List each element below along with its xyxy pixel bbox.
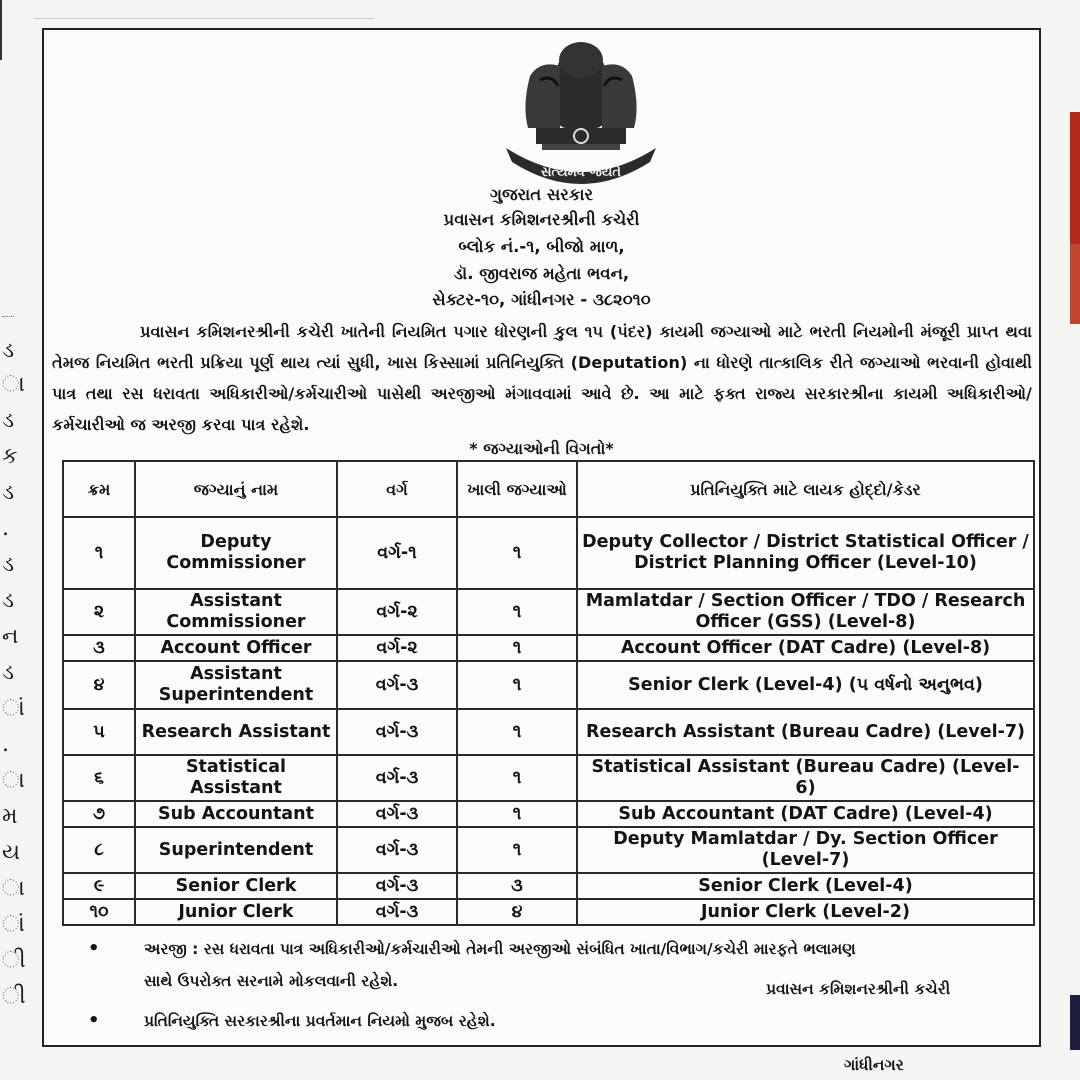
cell-class: વર્ગ-૧	[337, 517, 457, 589]
footer-note-rules: પ્રતિનિયુક્તિ સરકારશ્રીના પ્રવર્તમાન નિયમો મુજબ રહેશે.	[144, 1012, 496, 1030]
cell-eligible: Deputy Mamlatdar / Dy. Section Officer (Level-7)	[577, 827, 1034, 873]
cell-class: વર્ગ-૩	[337, 899, 457, 925]
left-margin-glyph: ા	[2, 876, 25, 901]
cell-serial: ૨	[63, 589, 135, 635]
cell-post: Statistical Assistant	[135, 755, 337, 801]
table-row	[63, 635, 1034, 661]
posts-table	[62, 460, 1035, 926]
cell-class: વર્ગ-૩	[337, 827, 457, 873]
bullet-icon: •	[88, 1010, 100, 1031]
cell-vacancies: ૧	[457, 589, 577, 635]
right-red-band	[1070, 112, 1080, 244]
left-edge-line	[0, 0, 2, 60]
footer-note-application-cont: સાથે ઉપરોક્ત સરનામે મોકલવાની રહેશે.	[144, 972, 399, 990]
cell-serial: ૮	[63, 827, 135, 873]
footer-note-application: અરજી : રસ ધરાવતા પાત્ર અધિકારીઓ/કર્મચારીઓ તેમની અરજીઓ સંબંધિત ખાતા/વિભાગ/કચેરી મારફતે ભલામણ	[144, 940, 856, 958]
signatory-office: પ્રવાસન કમિશનરશ્રીની કચેરી	[766, 980, 951, 998]
header-line-3: બ્લોક નં.-૧, બીજો માળ,	[458, 237, 625, 256]
cell-serial: ૬	[63, 755, 135, 801]
cell-serial: ૪	[63, 661, 135, 709]
cell-eligible: Senior Clerk (Level-4) (૫ વર્ષનો અનુભવ)	[577, 661, 1034, 709]
bullet-icon: •	[88, 938, 100, 959]
cell-vacancies: ૧	[457, 517, 577, 589]
cell-vacancies: ૩	[457, 873, 577, 899]
cell-eligible: Junior Clerk (Level-2)	[577, 899, 1034, 925]
table-title: * જગ્યાઓની વિગતો*	[469, 439, 614, 458]
signatory-city: ગાંધીનગર	[844, 1056, 904, 1074]
table-row	[63, 709, 1034, 755]
left-margin-glyph: ડ	[2, 480, 15, 505]
cell-serial: ૩	[63, 635, 135, 661]
cell-vacancies: ૧	[457, 801, 577, 827]
cell-vacancies: ૧	[457, 635, 577, 661]
cell-post: Assistant Commissioner	[135, 589, 337, 635]
table-row	[63, 517, 1034, 589]
cell-class: વર્ગ-૩	[337, 801, 457, 827]
cell-eligible: Mamlatdar / Section Officer / TDO / Research Officer (GSS) (Level-8)	[577, 589, 1034, 635]
header-line-4: ડૉ. જીવરાજ મહેતા ભવન,	[453, 264, 630, 283]
cell-vacancies: ૧	[457, 709, 577, 755]
cell-eligible: Statistical Assistant (Bureau Cadre) (Level-6)	[577, 755, 1034, 801]
left-margin-glyph: ા	[2, 372, 25, 397]
cell-vacancies: ૪	[457, 899, 577, 925]
left-margin-glyph: ાં	[2, 912, 25, 937]
left-margin-glyph: ડ	[2, 588, 15, 613]
left-margin-glyph: ય	[2, 840, 21, 865]
cell-class: વર્ગ-૨	[337, 589, 457, 635]
header-serial: ક્રમ	[63, 461, 135, 517]
cell-class: વર્ગ-૩	[337, 709, 457, 755]
left-margin-glyph: ાં	[2, 696, 25, 721]
right-dark-band	[1070, 995, 1080, 1050]
cell-serial: ૧૦	[63, 899, 135, 925]
notice-frame	[42, 28, 1041, 1074]
left-dotted-rule	[2, 316, 14, 317]
cell-vacancies: ૧	[457, 661, 577, 709]
cell-eligible: Deputy Collector / District Statistical Officer / District Planning Officer (Level-10)	[577, 517, 1034, 589]
right-cropped-column	[1070, 0, 1080, 1080]
header-eligible-cadre: પ્રતિનિયુક્તિ માટે લાયક હોદ્દો/કેડર	[577, 461, 1034, 517]
cell-post: Research Assistant	[135, 709, 337, 755]
left-margin-glyph: .	[2, 516, 9, 541]
left-margin-glyph: ા	[2, 768, 25, 793]
header-line-5: સેક્ટર-૧૦, ગાંધીનગર - ૩૮૨૦૧૦	[432, 290, 651, 309]
cell-eligible: Sub Accountant (DAT Cadre) (Level-4)	[577, 801, 1034, 827]
table-row	[63, 873, 1034, 899]
cell-eligible: Senior Clerk (Level-4)	[577, 873, 1034, 899]
left-margin-glyph: મ	[2, 804, 18, 829]
cell-post: Senior Clerk	[135, 873, 337, 899]
table-row	[63, 827, 1034, 873]
cell-post: Assistant Superintendent	[135, 661, 337, 709]
table-row	[63, 801, 1034, 827]
left-cropped-column	[0, 0, 26, 1080]
table-row	[63, 589, 1034, 635]
emblem-motto: સત્યમેવ જયતે	[541, 165, 621, 180]
cell-class: વર્ગ-૩	[337, 661, 457, 709]
header-line-1: ગુજરાત સરકાર	[489, 185, 594, 204]
left-margin-glyph: ડ	[2, 552, 15, 577]
left-margin-glyph: ડ	[2, 660, 15, 685]
cell-post: Junior Clerk	[135, 899, 337, 925]
left-margin-glyph: ક	[2, 444, 18, 469]
national-emblem-icon	[500, 36, 662, 194]
header-line-2: પ્રવાસન કમિશનરશ્રીની કચેરી	[443, 210, 640, 229]
cell-post: Sub Accountant	[135, 801, 337, 827]
intro-paragraph: પ્રવાસન કમિશનરશ્રીની કચેરી ખાતેની નિયમિત પગાર ધોરણની કુલ ૧૫ (પંદર) કાયમી જગ્યાઓ માટે ભરતી નિયમોની મંજૂરી પ્રાપ્ત થવા તેમજ નિયમિત ભરતી પ્રક્રિયા પૂર્ણ થાય ત્યાં સુધી, ખાસ કિસ્સામાં પ્રતિનિયુક્તિ (Deputation) ના ધોરણે તાત્કાલિક રીતે જગ્યાઓ ભરવાની હોવાથી પાત્ર તથા રસ ધરાવતા અધિકારીઓ/કર્મચારીઓ પાસેથી અરજીઓ મંગાવવામાં આવે છે. આ માટે ફક્ત રાજ્ય સરકારશ્રીના કાયમી અધિકારીઓ/કર્મચારીઓ જ અરજી કરવા પાત્ર રહેશે.	[52, 322, 1032, 434]
cell-class: વર્ગ-૩	[337, 755, 457, 801]
left-margin-glyph: ડ	[2, 408, 15, 433]
left-margin-glyph: ી	[2, 984, 26, 1009]
cell-class: વર્ગ-૨	[337, 635, 457, 661]
cell-class: વર્ગ-૩	[337, 873, 457, 899]
top-divider	[34, 18, 374, 19]
left-margin-glyph: ી	[2, 948, 26, 973]
left-margin-glyph: ન	[2, 624, 19, 649]
header-class: વર્ગ	[337, 461, 457, 517]
cell-serial: ૭	[63, 801, 135, 827]
cell-vacancies: ૧	[457, 827, 577, 873]
cell-serial: ૯	[63, 873, 135, 899]
right-red-band-lower	[1070, 244, 1080, 324]
header-post-name: જગ્યાનું નામ	[135, 461, 337, 517]
table-header-row	[63, 461, 1034, 517]
left-margin-glyph: .	[2, 732, 9, 757]
cell-post: Superintendent	[135, 827, 337, 873]
left-margin-glyph: ડ	[2, 338, 15, 363]
cell-post: Account Officer	[135, 635, 337, 661]
table-row	[63, 661, 1034, 709]
cell-vacancies: ૧	[457, 755, 577, 801]
table-row	[63, 899, 1034, 925]
header-vacancies: ખાલી જગ્યાઓ	[457, 461, 577, 517]
cell-eligible: Account Officer (DAT Cadre) (Level-8)	[577, 635, 1034, 661]
cell-eligible: Research Assistant (Bureau Cadre) (Level-7)	[577, 709, 1034, 755]
cell-post: Deputy Commissioner	[135, 517, 337, 589]
cell-serial: ૫	[63, 709, 135, 755]
cell-serial: ૧	[63, 517, 135, 589]
table-row	[63, 755, 1034, 801]
